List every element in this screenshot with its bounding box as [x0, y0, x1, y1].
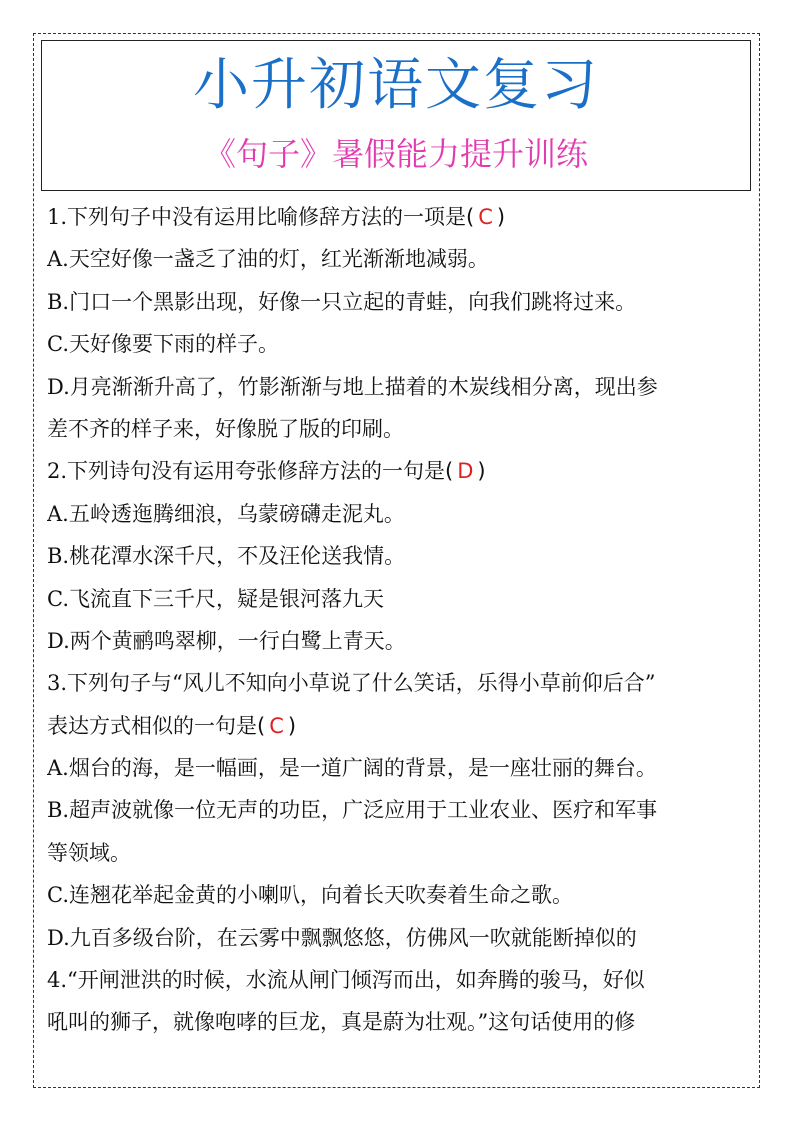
line-text: 差不齐的样子来，好像脱了版的印刷。	[47, 416, 404, 441]
line-text: B.桃花潭水深千尺，不及汪伦送我情。	[47, 544, 406, 569]
line-text: 吼叫的狮子，就像咆哮的巨龙，真是蔚为壮观。”这句话使用的修	[47, 1010, 636, 1035]
answer-paren-open: (	[466, 205, 475, 229]
line-text: D.两个黄鹂鸣翠柳，一行白鹭上青天。	[47, 628, 406, 653]
text-line	[47, 747, 749, 789]
line-text: D.九百多级台阶，在云雾中飘飘悠悠，仿佛风一吹就能断掉似的	[47, 925, 637, 950]
page-title: 小升初语文复习	[193, 53, 599, 118]
text-line	[47, 959, 749, 1001]
text-line	[47, 620, 749, 662]
answer-letter: C	[478, 205, 493, 229]
page-subtitle: 《句子》暑假能力提升训练	[203, 135, 588, 173]
text-line	[47, 408, 749, 450]
question-list	[47, 196, 749, 1044]
line-text: B.门口一个黑影出现，好像一只立起的青蛙，向我们跳将过来。	[47, 289, 637, 314]
line-text: C.天好像要下雨的样子。	[47, 332, 279, 357]
line-text: 3.下列句子与“风儿不知向小草说了什么笑话，乐得小草前仰后合”	[47, 671, 656, 696]
text-line	[47, 789, 749, 831]
question-line	[47, 450, 749, 492]
line-text: A.天空好像一盏乏了油的灯，红光渐渐地减弱。	[47, 247, 489, 272]
text-line	[47, 281, 749, 323]
text-line	[47, 578, 749, 620]
text-line	[47, 493, 749, 535]
line-text: A.烟台的海，是一幅画，是一道广阔的背景，是一座壮丽的舞台。	[47, 756, 657, 781]
text-line	[47, 323, 749, 365]
answer-letter: C	[269, 713, 284, 738]
text-line	[47, 1001, 749, 1043]
line-text: C.飞流直下三千尺，疑是银河落九天	[47, 586, 384, 611]
line-text: 2.下列诗句没有运用夸张修辞方法的一句是	[47, 459, 446, 484]
line-text: 1.下列句子中没有运用比喻修辞方法的一项是	[47, 205, 467, 229]
answer-paren-close: )	[496, 205, 506, 229]
text-line	[47, 917, 749, 959]
text-line	[47, 874, 749, 916]
question-line	[47, 705, 749, 747]
text-line	[47, 366, 749, 408]
line-text: B.超声波就像一位无声的功臣，广泛应用于工业农业、医疗和军事	[47, 798, 658, 823]
text-line	[47, 535, 749, 577]
line-text: C.连翘花举起金黄的小喇叭，向着长天吹奏着生命之歌。	[47, 883, 573, 908]
answer-paren-open: (	[445, 459, 454, 484]
answer-paren-close: )	[287, 713, 297, 738]
text-line	[47, 238, 749, 280]
text-line	[47, 662, 749, 704]
answer-paren-close: )	[477, 459, 486, 484]
line-text: 等领域。	[47, 840, 131, 865]
line-text: 4.“开闸泄洪的时候，水流从闸门倾泻而出，如奔腾的骏马，好似	[47, 968, 645, 993]
answer-letter: D	[457, 459, 474, 484]
title-box	[41, 40, 751, 191]
text-line	[47, 832, 749, 874]
line-text: D.月亮渐渐升高了，竹影渐渐与地上描着的木炭线相分离，现出参	[47, 374, 658, 399]
answer-paren-open: (	[257, 713, 266, 738]
question-line	[47, 196, 749, 238]
line-text: A.五岭透迤腾细浪，乌蒙磅礴走泥丸。	[47, 501, 405, 526]
line-text: 表达方式相似的一句是	[47, 713, 257, 738]
